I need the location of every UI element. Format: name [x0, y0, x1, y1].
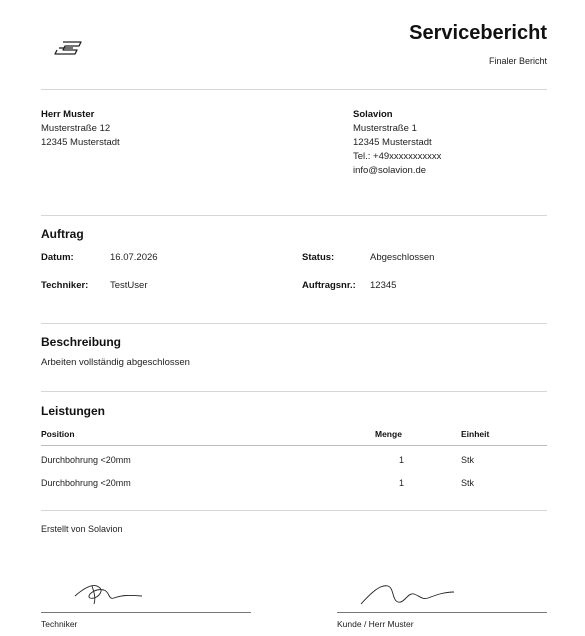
company-name: Solavion	[353, 109, 393, 120]
column-header-unit: Einheit	[461, 429, 490, 439]
customer-name: Herr Muster	[41, 109, 95, 120]
created-by-note: Erstellt von Solavion	[41, 524, 123, 534]
order-number-label: Auftragsnr.:	[302, 280, 356, 291]
column-header-quantity: Menge	[375, 429, 402, 439]
date-value: 16.07.2026	[110, 252, 158, 263]
company-address	[353, 108, 441, 178]
technician-signature	[70, 578, 150, 606]
description-heading: Beschreibung	[41, 335, 122, 349]
status-label: Status:	[302, 252, 335, 263]
document-title: Servicebericht	[409, 22, 547, 44]
company-email: info@solavion.de	[353, 165, 427, 176]
table-header-divider	[41, 445, 547, 446]
services-heading: Leistungen	[41, 404, 106, 418]
table-cell-unit: Stk	[461, 478, 475, 488]
customer-address	[41, 108, 120, 150]
table-cell-quantity: 1	[399, 455, 405, 465]
technician-signature-line	[41, 612, 251, 613]
customer-signature-line	[337, 612, 547, 613]
divider	[41, 510, 547, 511]
technician-signature-caption: Techniker	[41, 619, 78, 629]
company-city: 12345 Musterstadt	[353, 137, 432, 148]
technician-value: TestUser	[110, 280, 148, 291]
table-cell-unit: Stk	[461, 455, 475, 465]
customer-street: Musterstraße 12	[41, 123, 111, 134]
order-number-value: 12345	[370, 280, 397, 291]
column-header-position: Position	[41, 429, 75, 439]
table-cell-position: Durchbohrung <20mm	[41, 478, 131, 488]
customer-signature	[358, 578, 458, 608]
order-heading: Auftrag	[41, 227, 84, 241]
solavion-logo-icon	[52, 40, 84, 56]
document-subtitle: Finaler Bericht	[488, 56, 547, 66]
table-cell-position: Durchbohrung <20mm	[41, 455, 131, 465]
divider	[41, 215, 547, 216]
description-text: Arbeiten vollständig abgeschlossen	[41, 357, 190, 368]
customer-signature-caption: Kunde / Herr Muster	[337, 619, 414, 629]
table-cell-quantity: 1	[399, 478, 405, 488]
divider	[41, 391, 547, 392]
divider	[41, 323, 547, 324]
company-phone: Tel.: +49xxxxxxxxxxx	[353, 151, 442, 162]
company-street: Musterstraße 1	[353, 123, 417, 134]
status-value: Abgeschlossen	[370, 252, 435, 263]
divider	[41, 89, 547, 90]
technician-label: Techniker:	[41, 280, 89, 291]
date-label: Datum:	[41, 252, 74, 263]
customer-city: 12345 Musterstadt	[41, 137, 120, 148]
